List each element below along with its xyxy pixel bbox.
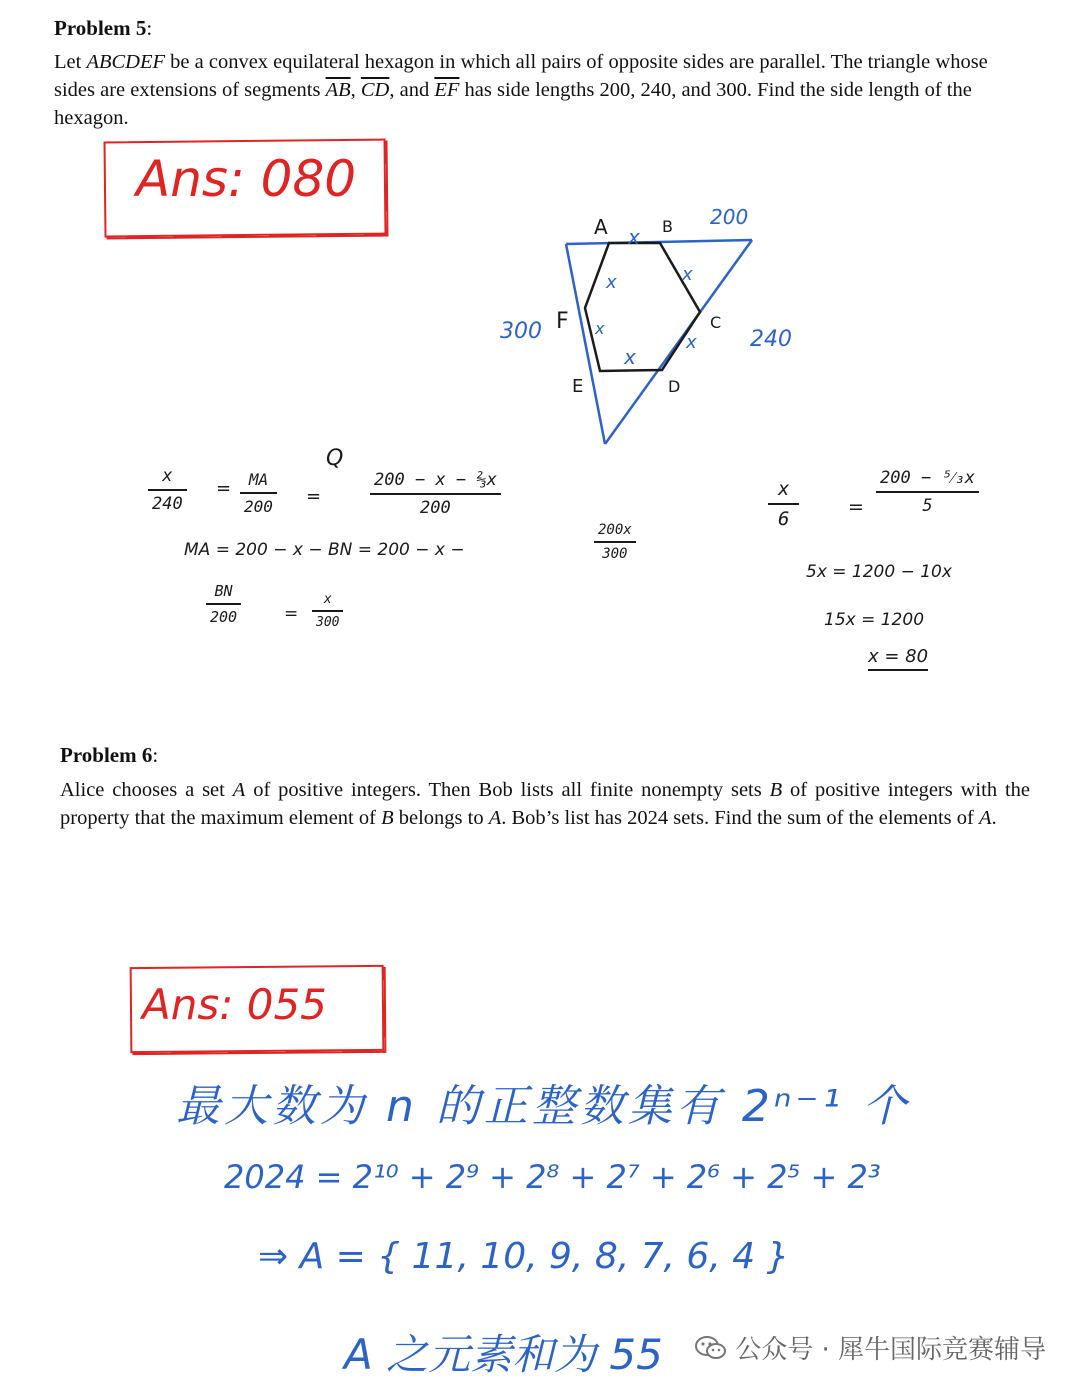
eq1-left-num: x [162,466,173,486]
eq1-mid-den: 200 [240,492,277,516]
eq4-left-den: 6 [768,503,799,530]
vertex-a: A [594,215,608,239]
hexagon [585,243,700,371]
p6-set-a: A [232,779,246,801]
problem-5-title-colon: : [146,16,153,40]
problem-5-title [54,16,152,41]
eq2-frac-num: 200x [598,522,632,538]
vertex-c: C [710,313,722,332]
problem-5-statement [54,48,1014,132]
eq4-right-den: 5 [876,491,979,516]
p6-set-b: B [769,779,783,801]
label-200: 200 [710,205,749,229]
side-mark-ab: x [628,225,640,249]
eq3-right-fraction [312,592,343,630]
p5-text-2: be a convex equilateral hexagon in which all pairs of opposite sides are parallel. The triangle whose sides are extensions of segments [54,51,988,101]
p6-work-line1: 最大数为 n 的正整数集有 2ⁿ⁻¹ 个 [176,1081,911,1132]
eq4-left-num: x [778,478,790,500]
eq4-right-num: 200 − ⁵⁄₃x [880,468,975,488]
p6-work-line3: ⇒ A = { 11, 10, 9, 8, 7, 6, 4 } [258,1236,790,1277]
p6-work-line4: A 之元素和为 55 [344,1330,663,1379]
eq1-equals: = [216,478,232,499]
watermark-text: 公众号 · 犀牛国际竞赛辅导 [735,1335,1046,1365]
p6-set-a-2: A [488,807,502,829]
side-mark-cd: x [686,332,697,353]
side-mark-bc: x [682,264,693,285]
eq2-line: MA = 200 − x − BN = 200 − x − [184,540,465,560]
eq7-line: x = 80 [868,646,928,671]
p6-text-6: . [991,807,997,829]
answer-6: Ans: 055 [142,980,327,1029]
hexagon-diagram [490,200,820,460]
eq3-left-den: 200 [206,603,241,626]
problem-5-title-text: Problem 5 [54,16,147,40]
eq1-mid-num: MA [248,470,269,489]
problem-6-title-text: Problem 6 [60,743,153,767]
p5-segment-ef: $\overline{EF}$ [434,79,460,101]
vertex-f: F [556,309,569,334]
eq2-fraction [594,522,636,562]
p5-sep-2: , and [389,79,435,101]
eq3-equals: = [284,604,299,624]
p6-text-2: of positive integers. Then Bob lists all finite nonempty sets [245,779,770,801]
eq2-frac-den: 300 [594,541,636,562]
p6-text-4: belongs to [393,807,489,829]
answer-5: Ans: 080 [136,150,357,208]
p5-segment-cd: $\overline{CD}$ [360,79,390,101]
vertex-b: B [662,217,673,236]
p5-sep-1: , [350,79,361,101]
watermark [695,1329,1046,1366]
eq4-right-fraction [876,468,979,516]
eq3-right-num: x [323,592,332,607]
point-q-label: Q [326,446,344,471]
eq1-left-fraction [148,466,187,514]
eq1-equals-2: = [306,486,322,507]
eq1-mid-fraction [240,470,277,516]
eq4-equals: = [848,496,864,518]
side-mark-ed: x [624,345,636,369]
side-mark-af: x [606,272,617,293]
p5-segment-ab: $\overline{AB}$ [325,79,351,101]
eq6-line: 15x = 1200 [824,610,925,630]
eq5-line: 5x = 1200 − 10x [806,562,952,582]
problem-6-title-colon: : [152,743,159,767]
p6-text-5: . Bob’s list has 2024 sets. Find the sum of the elements of [501,807,979,829]
p6-text-1: Alice chooses a set [60,779,233,801]
eq3-left-fraction [206,582,241,626]
wechat-icon [695,1335,727,1361]
eq1-right-den: 200 [370,493,501,518]
eq1-left-den: 240 [148,489,187,514]
problem-6-title [60,743,158,768]
eq3-left-num: BN [214,582,233,600]
p6-set-b-2: B [381,807,394,829]
problem-6-statement [60,776,1030,832]
p5-text-1: Let [54,51,87,73]
triangle-side-240 [605,240,752,444]
label-300: 300 [500,319,542,344]
p6-work-line2: 2024 = 2¹⁰ + 2⁹ + 2⁸ + 2⁷ + 2⁶ + 2⁵ + 2³ [224,1158,881,1196]
p5-text-3: has side lengths 200, 240, and 300. Find the side length of the hexagon. [54,79,972,129]
eq4-left-fraction [768,478,799,530]
label-240: 240 [750,327,792,352]
side-mark-ef: x [595,319,605,338]
eq1-right-num: 200 − x − ⅔x [374,470,497,490]
p6-set-a-3: A [978,807,992,829]
eq3-right-den: 300 [312,610,343,630]
triangle-side-300 [566,244,605,444]
eq1-right-fraction [370,470,501,518]
p6-text-3: of positive integers with the property that the maximum element of [60,779,1031,829]
vertex-d: D [668,377,681,396]
vertex-e: E [572,376,584,397]
p5-hexagon-name: ABCDEF [86,51,166,73]
